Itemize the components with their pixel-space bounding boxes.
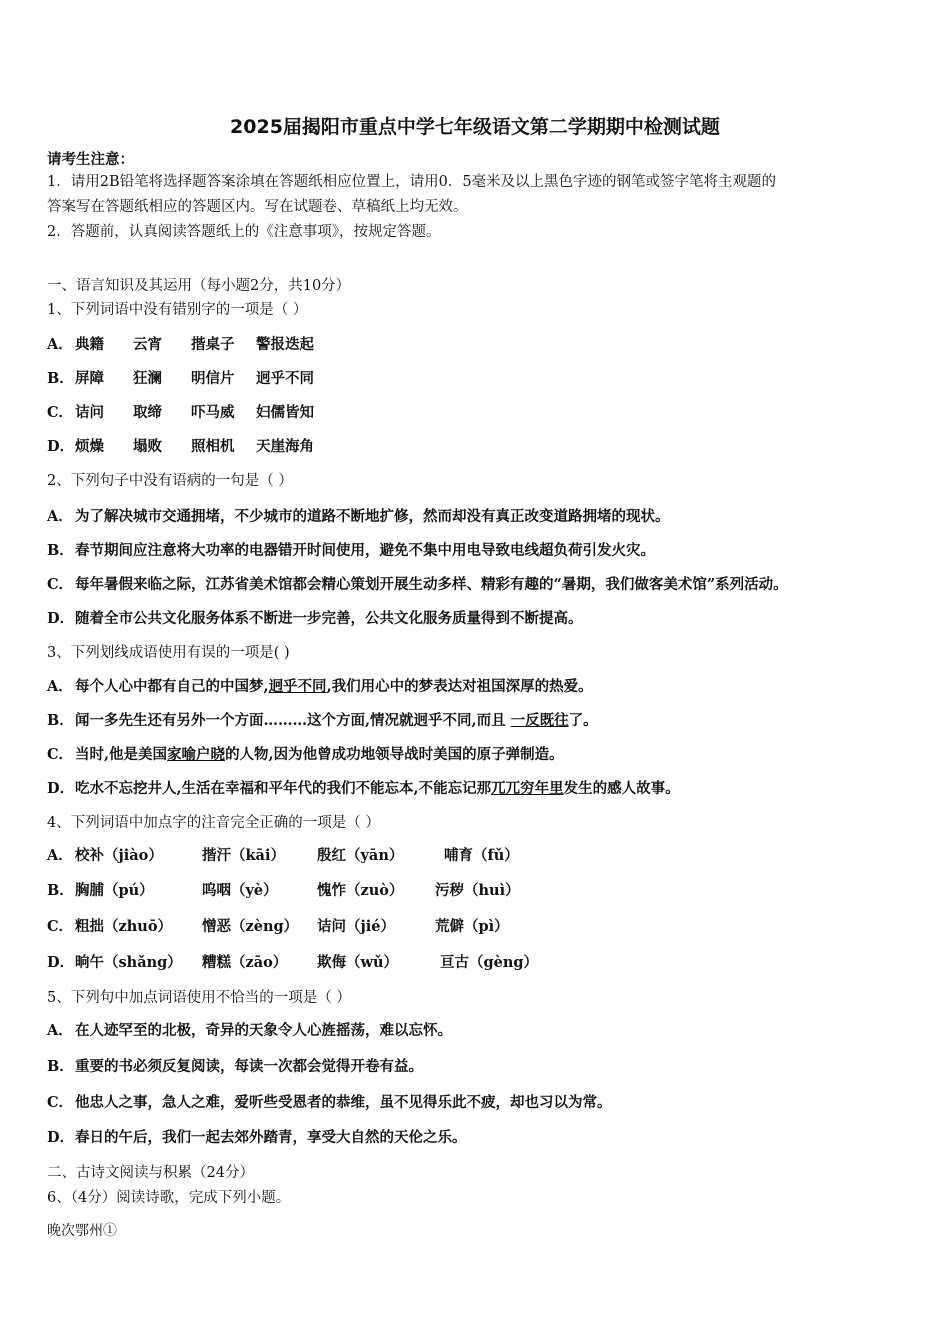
option-word: 欺侮（wǔ） — [317, 954, 399, 971]
option-word: 明信片 — [191, 370, 235, 387]
option-word: 天崖海角 — [256, 438, 314, 455]
option-text: 的人物,因为他曾成功地领导战时美国的原子弹制造。 — [225, 746, 564, 763]
option-word: 殷红（yān） — [317, 847, 404, 864]
option-text: 春节期间应注意将大功率的电器错开时间使用，避免不集中用电导致电线超负荷引发火灾。 — [75, 542, 655, 559]
underlined-idiom: 兀兀穷年里 — [491, 780, 564, 797]
option-word: 胸脯（pú） — [75, 882, 154, 899]
option-text: 发生的感人故事。 — [563, 780, 680, 797]
option-text: 每个人心中都有自己的中国梦, — [75, 678, 269, 695]
underlined-idiom: 家喻户晓 — [167, 746, 226, 763]
option-word: 塌败 — [133, 438, 162, 455]
option-text: 吃水不忘挖井人,生活在幸福和平年代的我们不能忘本,不能忘记那 — [75, 780, 492, 797]
option-word: 妇儒皆知 — [256, 404, 314, 421]
section-1-heading: 一、语言知识及其运用（每小题2分，共10分） — [47, 278, 351, 294]
option-word: 糟糕（zāo） — [202, 954, 288, 971]
poem-title: 晚次鄂州① — [47, 1223, 117, 1239]
option-label: D． — [47, 780, 75, 797]
q1-option-d[interactable] — [47, 437, 314, 457]
q2-option-c[interactable] — [47, 575, 788, 595]
option-label: B． — [47, 882, 74, 899]
q2-option-b[interactable] — [47, 541, 655, 561]
option-text: ,我们用心中的梦表达对祖国深厚的热爱。 — [326, 678, 593, 695]
q5-option-c[interactable] — [47, 1093, 612, 1113]
option-text: 重要的书必须反复阅读，每读一次都会觉得开卷有益。 — [75, 1058, 423, 1075]
option-word: 揩汗（kāi） — [202, 847, 285, 864]
notice-heading: 请考生注意： — [47, 151, 134, 168]
notice-item-1a: 1．请用2B铅笔将选择题答案涂填在答题纸相应位置上，请用0．5毫米及以上黑色字迹的钢笔或签字笔将主观题的 — [47, 174, 777, 190]
q6-stem: 6、（4分）阅读诗歌，完成下列小题。 — [47, 1190, 291, 1206]
q2-option-d[interactable] — [47, 609, 583, 629]
notice-item-1b: 答案写在答题纸相应的答题区内。写在试题卷、草稿纸上均无效。 — [47, 199, 468, 215]
option-word: 诘问 — [75, 404, 104, 421]
option-label: C． — [47, 1094, 74, 1111]
option-word: 荒僻（pì） — [435, 918, 509, 935]
underlined-idiom: 一反既往 — [510, 712, 569, 729]
option-label: B． — [47, 542, 74, 559]
q4-option-a[interactable] — [47, 846, 519, 866]
option-label: A． — [47, 508, 73, 525]
option-text: 为了解决城市交通拥堵，不少城市的道路不断地扩修，然而却没有真正改变道路拥堵的现状。 — [75, 508, 670, 525]
q3-stem: 3、下列划线成语使用有误的一项是( ) — [47, 645, 290, 661]
option-word: 晌午（shǎng） — [75, 954, 182, 971]
option-label: B． — [47, 712, 74, 729]
option-word: 吓马威 — [191, 404, 235, 421]
option-word: 呜咽（yè） — [202, 882, 278, 899]
q4-option-c[interactable] — [47, 917, 509, 937]
option-word: 云宵 — [133, 336, 162, 353]
option-label: C． — [47, 404, 74, 421]
q3-option-c[interactable] — [47, 745, 564, 765]
option-label: C． — [47, 918, 74, 935]
q3-option-a[interactable] — [47, 677, 593, 697]
option-label: D． — [47, 1129, 75, 1146]
option-word: 典籍 — [75, 336, 104, 353]
option-word: 污秽（huì） — [435, 882, 520, 899]
option-word: 烦燥 — [75, 438, 104, 455]
q5-option-a[interactable] — [47, 1021, 452, 1041]
option-text: 每年暑假来临之际，江苏省美术馆都会精心策划开展生动多样、精彩有趣的“暑期，我们做客美术馆”系列活动。 — [75, 576, 788, 593]
option-word: 亘古（gèng） — [440, 954, 539, 971]
option-label: A． — [47, 678, 73, 695]
option-word: 校补（jiào） — [75, 847, 163, 864]
q1-option-c[interactable] — [47, 403, 314, 423]
notice-item-2: 2．答题前，认真阅读答题纸上的《注意事项》，按规定答题。 — [47, 224, 441, 240]
q5-option-b[interactable] — [47, 1057, 423, 1077]
q4-stem: 4、下列词语中加点字的注音完全正确的一项是（ ） — [47, 815, 380, 831]
option-text: 当时,他是美国 — [75, 746, 168, 763]
q2-option-a[interactable] — [47, 507, 670, 527]
q5-option-d[interactable] — [47, 1128, 467, 1148]
section-2-heading: 二、古诗文阅读与积累（24分） — [47, 1165, 254, 1181]
q4-option-d[interactable] — [47, 953, 538, 973]
option-word: 照相机 — [191, 438, 235, 455]
exam-notice — [47, 150, 907, 245]
option-word: 愧怍（zuò） — [317, 882, 404, 899]
option-label: B． — [47, 370, 74, 387]
option-word: 哺育（fǔ） — [444, 847, 519, 864]
option-label: C． — [47, 576, 74, 593]
option-word: 粗拙（zhuō） — [75, 918, 172, 935]
option-text: 他忠人之事，急人之难，爱听些受恩者的恭维，虽不见得乐此不疲，却也习以为常。 — [75, 1094, 612, 1111]
option-label: A． — [47, 847, 73, 864]
q1-option-a[interactable] — [47, 335, 314, 355]
option-label: D． — [47, 954, 75, 971]
option-word: 狂澜 — [133, 370, 162, 387]
option-word: 诘问（jié） — [317, 918, 395, 935]
option-word: 屏障 — [75, 370, 104, 387]
option-text: 在人迹罕至的北极，奇异的天象令人心旌摇荡，难以忘怀。 — [75, 1022, 452, 1039]
q3-option-d[interactable] — [47, 779, 680, 799]
option-text: 了。 — [568, 712, 598, 729]
option-text: 随着全市公共文化服务体系不断进一步完善，公共文化服务质量得到不断提高。 — [75, 610, 583, 627]
page-title: 2025届揭阳市重点中学七年级语文第二学期期中检测试题 — [230, 116, 720, 138]
option-label: A． — [47, 336, 73, 353]
option-label: C． — [47, 746, 74, 763]
q5-stem: 5、下列句中加点词语使用不恰当的一项是（ ） — [47, 990, 351, 1006]
underlined-idiom: 迥乎不同 — [268, 678, 327, 695]
option-word: 警报迭起 — [256, 336, 314, 353]
option-word: 迥乎不同 — [256, 370, 314, 387]
q1-option-b[interactable] — [47, 369, 314, 389]
option-word: 揩桌子 — [191, 336, 235, 353]
q2-stem: 2、下列句子中没有语病的一句是（ ） — [47, 473, 293, 489]
option-label: D． — [47, 438, 75, 455]
option-text: 闻一多先生还有另外一个方面………这个方面,情况就迥乎不同,而且 — [75, 712, 511, 729]
option-text: 春日的午后，我们一起去郊外踏青，享受大自然的天伦之乐。 — [75, 1129, 467, 1146]
q3-option-b[interactable] — [47, 711, 598, 731]
q1-stem: 1、下列词语中没有错别字的一项是（ ） — [47, 302, 308, 318]
option-word: 憎恶（zèng） — [202, 918, 299, 935]
q4-option-b[interactable] — [47, 881, 520, 901]
option-word: 取缔 — [133, 404, 162, 421]
option-label: B． — [47, 1058, 74, 1075]
option-label: A． — [47, 1022, 73, 1039]
option-label: D． — [47, 610, 75, 627]
